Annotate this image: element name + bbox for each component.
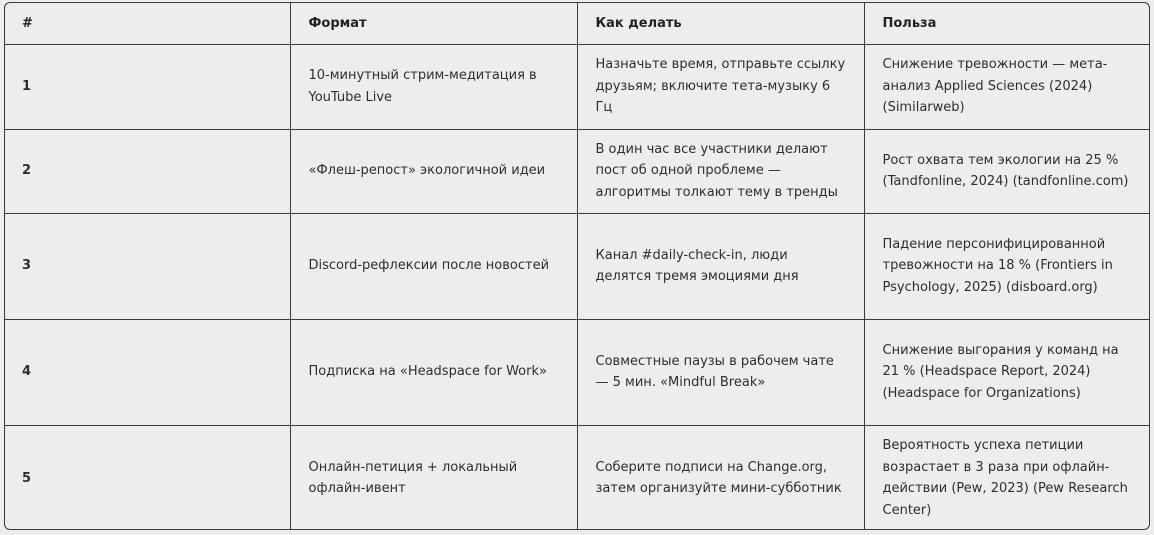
benefit-text: Рост охвата тем экологии на 25 % (Tandfonline, 2024) (tandfonline.com) xyxy=(882,152,1129,189)
table-row xyxy=(5,129,1150,213)
format-text: «Флеш-репост» экологичной идеи xyxy=(308,163,546,179)
row-number: 3 xyxy=(5,213,290,319)
benefit-text: Снижение тревожности — мета-анализ Applied Sciences (2024) (Similarweb) xyxy=(882,57,1108,116)
row-number: 1 xyxy=(5,44,290,129)
benefit-cell xyxy=(864,129,1150,213)
format-cell xyxy=(290,44,577,129)
how-text: Назначьте время, отправьте ссылку друзьям; включите тета-музыку 6 Гц xyxy=(595,57,846,116)
format-cell xyxy=(290,129,577,213)
row-number: 4 xyxy=(5,319,290,425)
table-row xyxy=(5,44,1150,129)
benefit-cell xyxy=(864,425,1150,530)
format-cell xyxy=(290,319,577,425)
format-text: Discord-рефлексии после новостей xyxy=(308,258,550,274)
how-cell xyxy=(577,425,864,530)
table-row xyxy=(5,213,1150,319)
format-text: Онлайн-петиция + локальный офлайн-ивент xyxy=(308,459,518,497)
format-text: Подписка на «Headspace for Work» xyxy=(308,364,547,380)
header-format: Формат xyxy=(290,3,577,44)
header-row xyxy=(5,3,1150,44)
how-text: Соберите подписи на Change.org, затем организуйте мини-субботник xyxy=(595,459,842,497)
format-cell xyxy=(290,425,577,530)
benefit-cell xyxy=(864,319,1150,425)
comparison-table xyxy=(5,3,1150,530)
format-text: 10-минутный стрим-медитация в YouTube Live xyxy=(308,68,537,105)
benefit-cell xyxy=(864,44,1150,129)
row-number: 5 xyxy=(5,425,290,530)
table-header xyxy=(5,3,1150,44)
how-cell xyxy=(577,44,864,129)
header-number: # xyxy=(5,3,290,44)
header-benefit: Польза xyxy=(864,3,1150,44)
table-row xyxy=(5,425,1150,530)
benefit-cell xyxy=(864,213,1150,319)
how-text: Канал #daily-check-in, люди делятся тремя эмоциями дня xyxy=(595,247,799,284)
row-number: 2 xyxy=(5,129,290,213)
comparison-table-container xyxy=(4,2,1150,530)
how-text: В один час все участники делают пост об одной проблеме — алгоритмы толкают тему в тренды xyxy=(595,141,838,200)
table-body xyxy=(5,44,1150,530)
benefit-text: Снижение выгорания у команд на 21 % (Headspace Report, 2024) (Headspace for Organizations) xyxy=(882,342,1119,401)
format-cell xyxy=(290,213,577,319)
how-cell xyxy=(577,213,864,319)
benefit-text: Вероятность успеха петиции возрастает в 3 раза при офлайн-действии (Pew, 2023) (Pew Research Center) xyxy=(882,438,1128,518)
benefit-text: Падение персонифицированной тревожности на 18 % (Frontiers in Psychology, 2025) (disboard.org) xyxy=(882,236,1113,295)
how-cell xyxy=(577,129,864,213)
table-row xyxy=(5,319,1150,425)
how-cell xyxy=(577,319,864,425)
how-text: Совместные паузы в рабочем чате — 5 мин. «Mindful Break» xyxy=(595,353,834,390)
header-how: Как делать xyxy=(577,3,864,44)
